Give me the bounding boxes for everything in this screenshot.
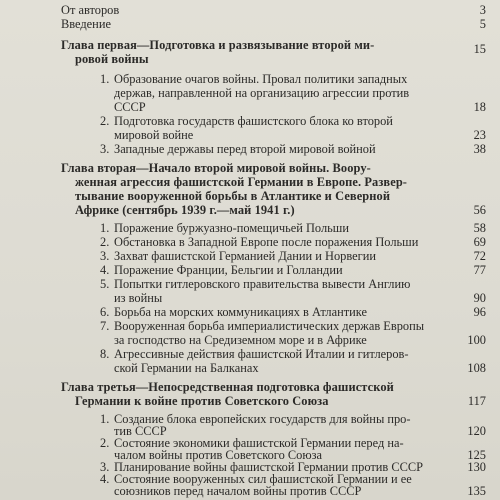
- section-number: 2.: [100, 436, 110, 450]
- page-number: 108: [467, 361, 486, 375]
- section-title-line: Западные державы перед второй мировой войной: [114, 142, 376, 156]
- page-number: 90: [473, 291, 486, 305]
- section-title-line: чалом войны против Советского Союза: [114, 448, 322, 462]
- chapter-2-title-line-1: Глава вторая—Начало второй мировой войны. Воору-: [61, 161, 371, 175]
- section-title-line: из войны: [114, 291, 163, 305]
- section-number: 1.: [100, 72, 110, 86]
- page-number: 38: [473, 142, 486, 156]
- section-title-line: Борьба на морских коммуникациях в Атлантике: [114, 305, 367, 319]
- section-number: 5.: [100, 277, 110, 291]
- section-title-line: держав, направленной на организацию агрессии против: [114, 86, 410, 100]
- page-number: 100: [467, 333, 486, 347]
- chapter-3-title-line-2: Германии к войне против Советского Союза: [75, 394, 329, 408]
- section-number: 1.: [100, 221, 110, 235]
- page-number: 120: [467, 424, 486, 438]
- page-number: 96: [473, 305, 486, 319]
- section-title-line: Вооруженная борьба империалистических держав Европы: [114, 319, 425, 333]
- page-number: 130: [467, 460, 486, 474]
- section-number: 2.: [100, 235, 110, 249]
- page-number: 69: [473, 235, 486, 249]
- section-title-line: тив СССР: [114, 424, 167, 438]
- section-title-line: союзников перед началом войны против СССР: [114, 484, 362, 498]
- section-number: 1.: [100, 412, 110, 426]
- toc-entry-from-authors: От авторов: [61, 3, 120, 17]
- chapter-2-title-line-3: тывание вооруженной борьбы в Атлантике и Северной: [75, 189, 391, 203]
- section-title-line: за господство на Средиземном море и в Африке: [114, 333, 367, 347]
- section-title-line: Планирование войны фашистской Германии против СССР: [114, 460, 424, 474]
- section-number: 7.: [100, 319, 110, 333]
- section-number: 6.: [100, 305, 110, 319]
- section-title-line: СССР: [114, 100, 146, 114]
- section-title-line: мировой войне: [114, 128, 194, 142]
- section-number: 8.: [100, 347, 110, 361]
- page-number: 56: [473, 203, 486, 217]
- page-number: 18: [473, 100, 486, 114]
- section-title-line: ской Германии на Балканах: [114, 361, 259, 375]
- page-number: 125: [467, 448, 486, 462]
- section-number: 2.: [100, 114, 110, 128]
- section-title-line: Захват фашистской Германией Дании и Норвегии: [114, 249, 376, 263]
- section-title-line: Поражение Франции, Бельгии и Голландии: [114, 263, 343, 277]
- page-number: 77: [473, 263, 486, 277]
- section-title-line: Попытки гитлеровского правительства вывести Англию: [114, 277, 411, 291]
- section-title-line: Образование очагов войны. Провал политики западных: [114, 72, 408, 86]
- chapter-2-title-line-2: женная агрессия фашистской Германии в Европе. Развер-: [75, 175, 408, 189]
- page-number: 15: [473, 42, 486, 56]
- section-number: 3.: [100, 142, 110, 156]
- page-number: 5: [479, 17, 486, 31]
- chapter-3-title-line-1: Глава третья—Непосредственная подготовка фашистской: [61, 380, 394, 394]
- section-title-line: Поражение буржуазно-помещичьей Польши: [114, 221, 349, 235]
- chapter-1-title-line-1: Глава первая—Подготовка и развязывание второй ми-: [61, 38, 375, 52]
- toc-entry-intro: Введение: [61, 17, 111, 31]
- page-number: 117: [467, 394, 486, 408]
- section-title-line: Состояние вооруженных сил фашистской Германии и ее: [114, 472, 412, 486]
- page-number: 72: [473, 249, 486, 263]
- chapter-2-title-line-4: Африке (сентябрь 1939 г.—май 1941 г.): [75, 203, 295, 217]
- page-number: 3: [479, 3, 486, 17]
- section-number: 3.: [100, 460, 110, 474]
- page-number: 23: [473, 128, 486, 142]
- section-number: 4.: [100, 472, 110, 486]
- section-title-line: Агрессивные действия фашистской Италии и гитлеров-: [114, 347, 409, 361]
- section-title-line: Обстановка в Западной Европе после поражения Польши: [114, 235, 419, 249]
- section-title-line: Состояние экономики фашистской Германии перед на-: [114, 436, 404, 450]
- section-number: 3.: [100, 249, 110, 263]
- page-number: 135: [467, 484, 486, 498]
- section-title-line: Подготовка государств фашистского блока ко второй: [114, 114, 393, 128]
- chapter-1-title-line-2: ровой войны: [75, 52, 149, 66]
- section-title-line: Создание блока европейских государств для войны про-: [114, 412, 411, 426]
- section-number: 4.: [100, 263, 110, 277]
- page-number: 58: [473, 221, 486, 235]
